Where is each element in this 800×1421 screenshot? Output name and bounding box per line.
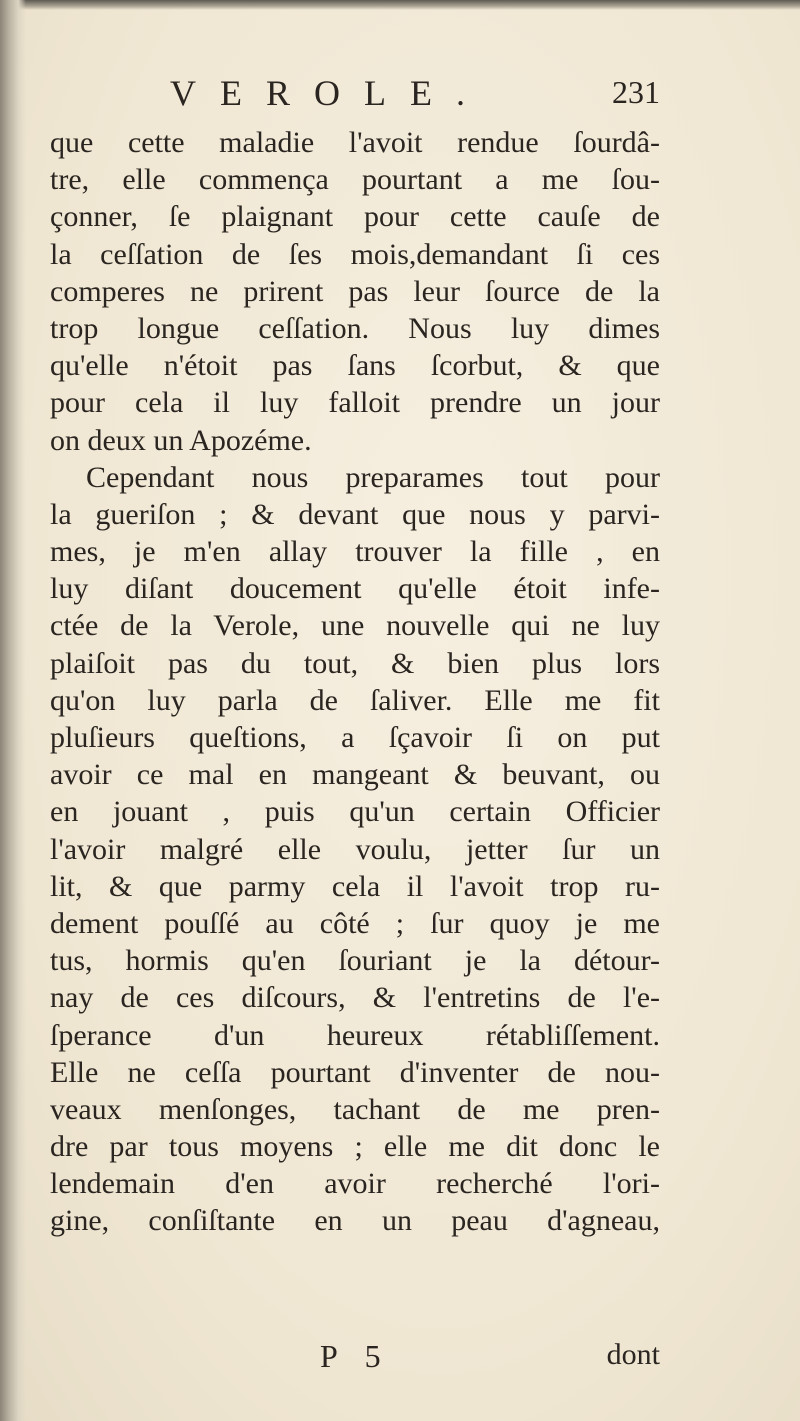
page-binding-edge — [0, 0, 26, 1421]
text-line: la ceſſation de ſes mois,demandant ſi ces — [50, 237, 660, 271]
text-line: pluſieurs queſtions, a ſçavoir ſi on put — [50, 721, 660, 754]
text-line: dement pouſſé au côté ; ſur quoy je me — [50, 906, 660, 940]
text-line: on deux un Apozéme. — [50, 423, 312, 457]
running-head: VEROLE. — [170, 73, 489, 113]
text-line: plaiſoit pas du tout, & bien plus lors — [50, 646, 660, 680]
text-line: lit, & que parmy cela il l'avoit trop ru- — [50, 869, 660, 903]
text-line: pour cela il luy falloit prendre un jour — [50, 386, 660, 420]
text-line: mes, je m'en allay trouver la fille , en — [50, 535, 660, 569]
text-line: avoir ce mal en mangeant & beuvant, ou — [50, 758, 660, 792]
page-header — [50, 72, 660, 122]
text-line: Elle ne ceſſa pourtant d'inventer de nou- — [50, 1055, 660, 1089]
text-line: que cette maladie l'avoit rendue ſourdâ- — [50, 126, 660, 159]
text-line: trop longue ceſſation. Nous luy dimes — [50, 311, 660, 345]
text-line: l'avoir malgré elle voulu, jetter ſur un — [50, 832, 660, 866]
text-line: qu'elle n'étoit pas ſans ſcorbut, & que — [50, 349, 660, 383]
text-line: çonner, ſe plaignant pour cette cauſe de — [50, 200, 660, 234]
text-line: lendemain d'en avoir recherché l'ori- — [50, 1167, 660, 1201]
text-line: gine, conſiſtante en un peau d'agneau, — [50, 1204, 660, 1238]
catchword: dont — [606, 1338, 660, 1371]
page-footer — [50, 1338, 660, 1382]
text-line: nay de ces diſcours, & l'entretins de l'e- — [50, 981, 660, 1015]
text-line: qu'on luy parla de ſaliver. Elle me fit — [50, 683, 660, 717]
text-line: dre par tous moyens ; elle me dit donc le — [50, 1130, 660, 1164]
page-number: 231 — [612, 74, 660, 110]
page-top-edge — [0, 0, 800, 10]
body-text — [50, 124, 660, 1240]
text-line: la gueriſon ; & devant que nous y parvi- — [50, 497, 660, 531]
text-line: tre, elle commença pourtant a me ſou- — [50, 163, 660, 197]
text-line: ſperance d'un heureux rétabliſſement. — [50, 1018, 660, 1052]
text-line: ctée de la Verole, une nouvelle qui ne luy — [50, 609, 660, 643]
text-line: en jouant , puis qu'un certain Officier — [50, 795, 660, 829]
text-line: veaux menſonges, tachant de me pren- — [50, 1092, 660, 1126]
text-line: luy diſant doucement qu'elle étoit infe- — [50, 572, 660, 606]
signature-mark: P 5 — [320, 1338, 391, 1374]
text-line: tus, hormis qu'en ſouriant je la détour- — [50, 944, 660, 978]
text-line: Cependant nous preparames tout pour — [86, 460, 660, 494]
text-line: comperes ne prirent pas leur ſource de la — [50, 274, 660, 308]
